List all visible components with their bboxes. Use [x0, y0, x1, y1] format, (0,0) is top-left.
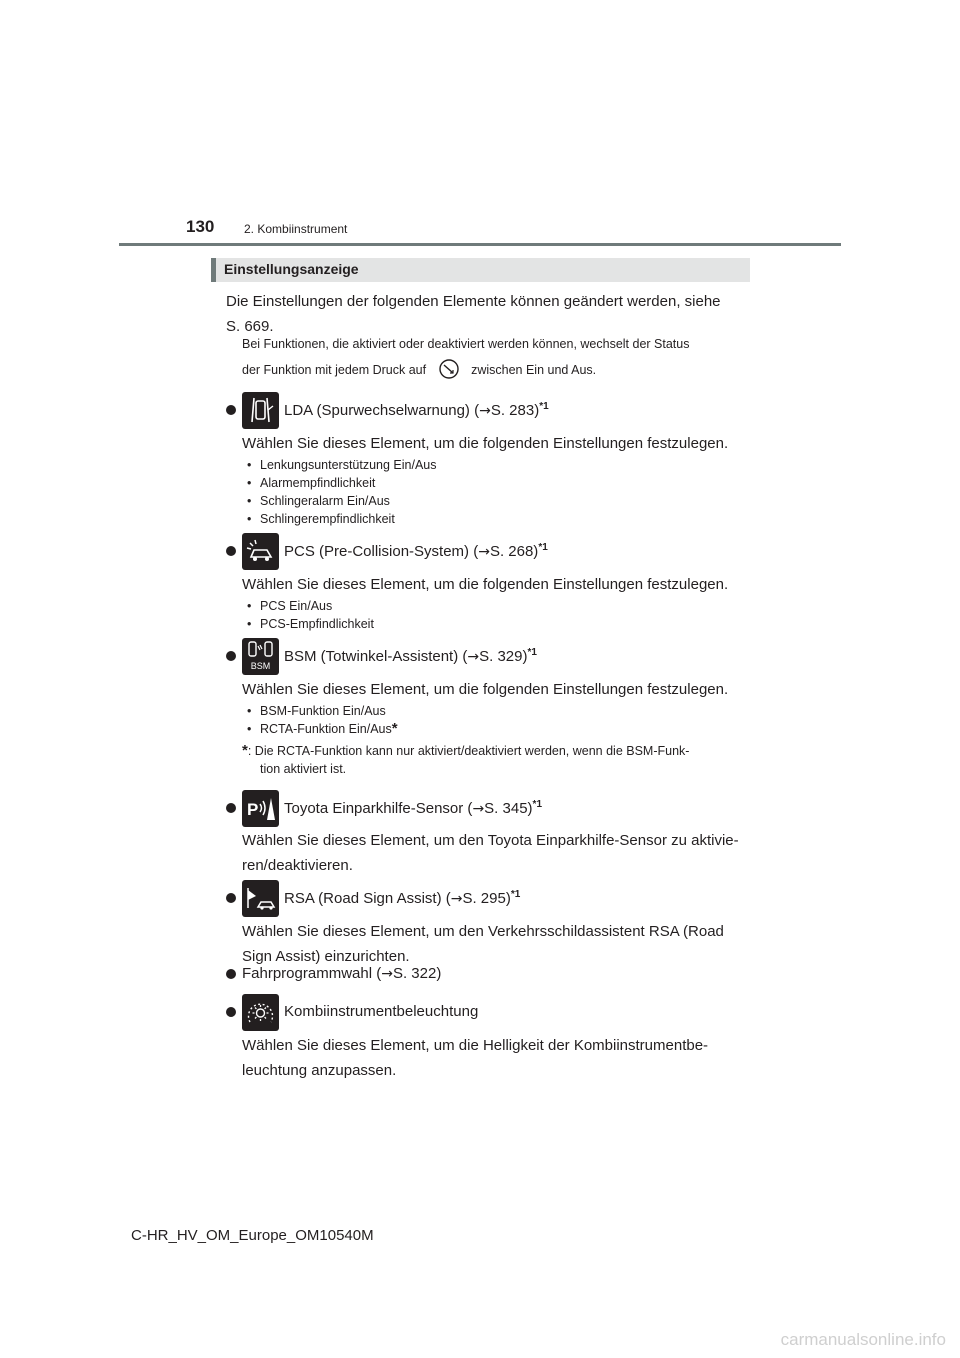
list-item: • BSM-Funktion Ein/Aus	[242, 702, 398, 720]
bsm-footnote-line-2: tion aktiviert ist.	[260, 762, 347, 776]
footnote-mark: *1	[527, 647, 537, 658]
ref-arrow: →	[479, 403, 491, 419]
footnote-mark: *1	[510, 889, 521, 900]
lane-departure-icon	[242, 392, 279, 429]
footnote-mark: *1	[532, 799, 542, 810]
list-item: • Schlingerempfindlichkeit	[242, 510, 437, 528]
bullet-dot	[226, 1007, 236, 1017]
item-title-illumination: Kombiinstrumentbeleuchtung	[284, 1003, 479, 1020]
option-list-lda	[242, 456, 437, 528]
item-desc-bsm: Wählen Sie dieses Element, um die folgenden Einstellungen festzulegen.	[242, 681, 729, 698]
desc-line-1: Wählen Sie dieses Element, um die Helligkeit der Kombiinstrumentbe-	[242, 1037, 709, 1054]
section-heading	[211, 258, 750, 282]
item-title-drive-mode	[242, 965, 441, 982]
item-desc-illumination	[242, 1033, 744, 1083]
parking-sensor-icon	[242, 790, 279, 827]
intro-note-line-1: Bei Funktionen, die aktiviert oder deaktiviert werden können, wechselt der Status	[242, 337, 690, 351]
ref-arrow: →	[381, 966, 393, 982]
document-id: C-HR_HV_OM_Europe_OM10540M	[131, 1227, 374, 1244]
footnote-mark: *1	[539, 401, 549, 412]
road-sign-assist-icon	[242, 880, 279, 917]
intro-note-line-2	[242, 357, 744, 383]
footnote-star: *	[391, 720, 398, 737]
item-desc-parking	[242, 828, 744, 878]
pre-collision-icon	[242, 533, 279, 570]
desc-line-1: Wählen Sie dieses Element, um den Verkehrsschildassistent RSA (Road	[242, 923, 724, 940]
ref-arrow: →	[450, 891, 463, 907]
meter-illumination-icon	[242, 994, 279, 1031]
bsm-icon	[242, 638, 279, 675]
bsm-footnote	[242, 742, 744, 778]
list-item: • Alarmempfindlichkeit	[242, 474, 437, 492]
ref-arrow: →	[478, 544, 490, 560]
bullet-dot	[226, 546, 236, 556]
item-title-rsa	[284, 889, 520, 907]
item-title-bsm	[284, 647, 537, 665]
ref-arrow: →	[472, 801, 485, 817]
bullet-dot	[226, 803, 236, 813]
footnote-mark: *1	[538, 542, 548, 553]
item-title-text: RSA (Road Sign Assist) (	[284, 890, 451, 907]
desc-line-2: ren/deaktivieren.	[242, 857, 353, 874]
item-title-text: Fahrprogrammwahl (	[242, 965, 382, 982]
item-desc-rsa	[242, 919, 744, 969]
section-heading-bar	[211, 258, 216, 282]
page-reference[interactable]: S. 268)	[489, 543, 539, 560]
chapter-title: 2. Kombiinstrument	[244, 222, 348, 236]
header-rule	[119, 243, 841, 246]
page-reference[interactable]: S. 283)	[490, 402, 540, 419]
page-reference[interactable]: S. 329)	[479, 648, 528, 665]
desc-line-1: Wählen Sie dieses Element, um den Toyota Einparkhilfe-Sensor zu aktivie-	[242, 832, 739, 849]
list-item: • PCS Ein/Aus	[242, 597, 374, 615]
bsm-icon-label: BSM	[250, 661, 271, 671]
footnote-star: *	[242, 742, 248, 759]
item-title-text: BSM (Totwinkel-Assistent) (	[284, 648, 468, 665]
item-desc-lda: Wählen Sie dieses Element, um die folgenden Einstellungen festzulegen.	[242, 435, 729, 452]
section-title: Einstellungsanzeige	[224, 261, 359, 277]
desc-line-2: Sign Assist) einzurichten.	[242, 948, 410, 965]
footnote-text: : Die RCTA-Funktion kann nur aktiviert/deaktiviert werden, wenn die BSM-Funk-	[247, 744, 690, 758]
item-title-lda	[284, 401, 549, 419]
item-title-parking	[284, 799, 542, 817]
item-desc-pcs: Wählen Sie dieses Element, um die folgenden Einstellungen festzulegen.	[242, 576, 729, 593]
ref-arrow: →	[467, 649, 480, 665]
svg-text:P: P	[247, 800, 259, 819]
intro-note-text-a: der Funktion mit jedem Druck auf	[242, 363, 427, 377]
bullet-dot	[226, 405, 236, 415]
list-item-text: RCTA-Funktion Ein/Aus	[260, 722, 392, 736]
page-number: 130	[186, 217, 215, 236]
bsm-footnote-line-1	[242, 742, 744, 760]
option-list-pcs	[242, 597, 374, 633]
page-reference[interactable]: S. 345)	[484, 800, 533, 817]
item-title-text: Toyota Einparkhilfe-Sensor (	[284, 800, 473, 817]
bullet-dot	[226, 969, 236, 979]
list-item: • PCS-Empfindlichkeit	[242, 615, 374, 633]
bullet-dot	[226, 893, 236, 903]
intro-note-text-b: zwischen Ein und Aus.	[471, 363, 597, 377]
page-reference[interactable]: S. 295)	[462, 890, 511, 907]
watermark: carmanualsonline.info	[780, 1330, 946, 1349]
page-reference[interactable]: S. 322)	[392, 965, 442, 982]
list-item	[242, 720, 398, 738]
item-title-pcs	[284, 542, 548, 560]
steering-switch-icon	[433, 358, 465, 380]
option-list-bsm	[242, 702, 398, 738]
item-title-text: PCS (Pre-Collision-System) (	[284, 543, 479, 560]
intro-line-1: Die Einstellungen der folgenden Elemente können geändert werden, siehe	[226, 293, 721, 310]
desc-line-2: leuchtung anzupassen.	[242, 1062, 397, 1079]
intro-line-2: S. 669.	[226, 318, 274, 335]
item-title-text: LDA (Spurwechselwarnung) (	[284, 402, 480, 419]
bullet-dot	[226, 651, 236, 661]
list-item: • Lenkungsunterstützung Ein/Aus	[242, 456, 437, 474]
intro-note	[242, 331, 744, 383]
list-item: • Schlingeralarm Ein/Aus	[242, 492, 437, 510]
